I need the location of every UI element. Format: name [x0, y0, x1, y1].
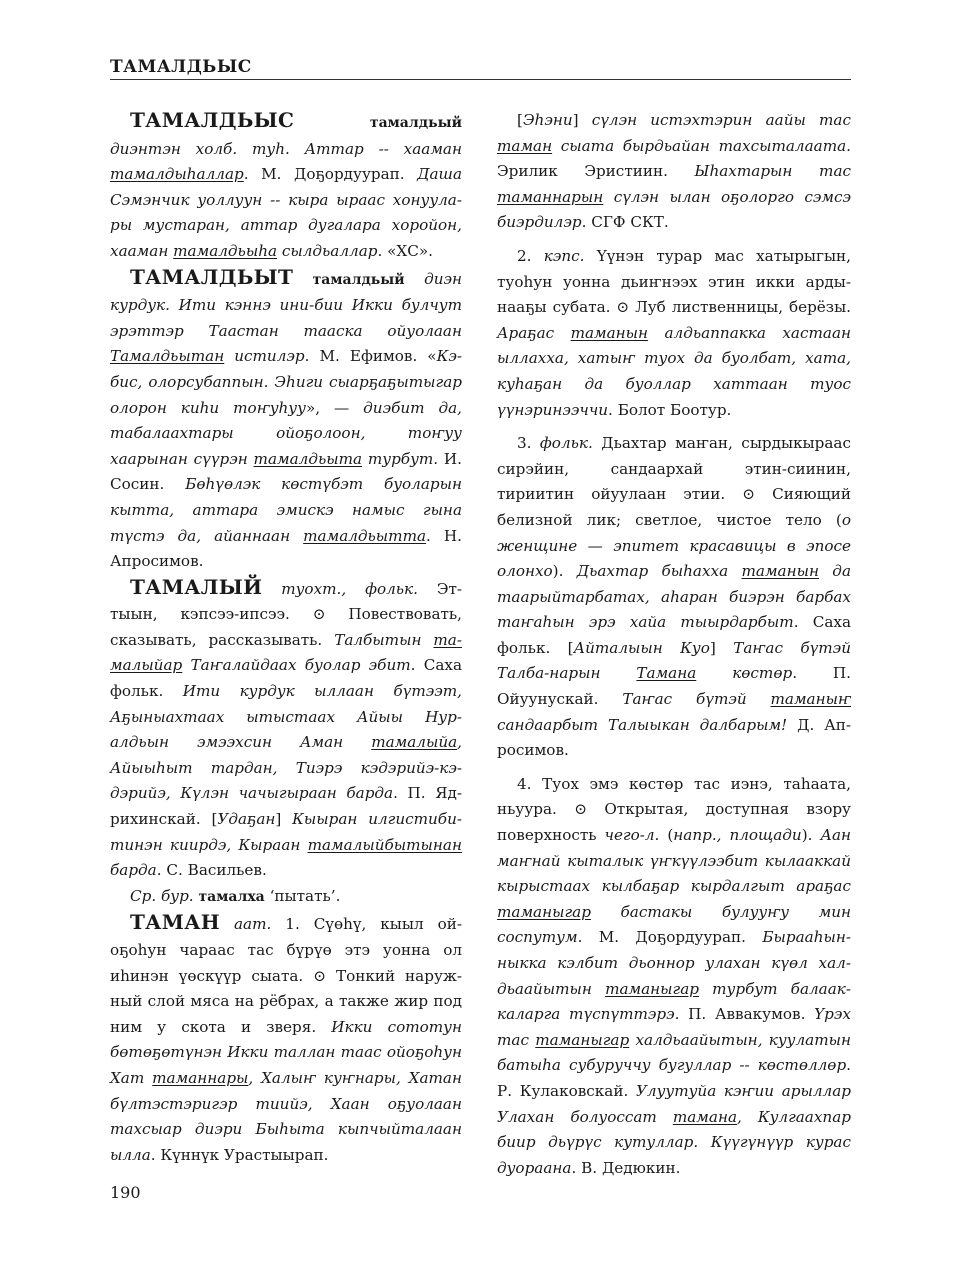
- text-run: , Халыҥ куҥнары, Хатан бүлтэстэригэр тиийэ, Хаан оҕуолаан тахсыар диэри Быһыта кыпчыйталаан ылла: [110, 1068, 462, 1164]
- text-run: . М. Доҕордуурап.: [243, 165, 418, 184]
- text-run: . П. Ойуунускай.: [497, 664, 851, 709]
- text-run: [294, 113, 370, 131]
- text-run: . В. Дедюкин.: [571, 1158, 681, 1177]
- text-run: [293, 270, 312, 288]
- text-run: Араҕас: [497, 323, 571, 342]
- headword-variant: тамалдьый: [312, 271, 405, 288]
- example-keyword: таманыгар: [605, 979, 699, 998]
- example-keyword: тамалыйар: [110, 630, 462, 675]
- text-run: . С. Васильев.: [156, 861, 267, 880]
- text-run: Дьахтар маҥан, сырдыкыраас сирэйин, сандаархай этин-сиинин, тириитин ойуулаан этии. ⊙ Сияющий белизной лик; светлое, чистое тело (: [497, 434, 851, 529]
- text-run: Талбытын: [334, 630, 434, 649]
- example-keyword: тамалдьытта: [303, 526, 427, 545]
- text-run: Кыыран илгистибитинэн киирдэ, Кыраан: [110, 810, 462, 854]
- text-run: , Айыыһыт тардан, Тиэрэ кэдэрийэ-кэдэрийэ, Күлэн чачыгыраан барда: [110, 733, 462, 803]
- headword: ТАМАЛДЬЫТ: [130, 264, 294, 289]
- text-run: Таҥалайдаах буолар эбит: [182, 656, 411, 675]
- text-run: . «ХС».: [377, 241, 433, 260]
- text-run: Таҥас бүтэй Талба-нарын: [497, 638, 851, 683]
- text-run: турбут балааккаларга түспүттэрэ: [497, 979, 851, 1024]
- text-run: . П. Аввакумов.: [674, 1005, 815, 1024]
- dictionary-paragraph: [110, 884, 462, 911]
- example-keyword: тамалдьыта: [253, 449, 363, 468]
- text-run: чего-л.: [604, 826, 660, 845]
- text-run: да таарыйтарбатах, аһаран биэрэн барбах таҥаһын эрэ хайа тыырдарбыт: [497, 562, 851, 632]
- text-run: истилэр: [224, 347, 305, 366]
- text-run: 2.: [517, 246, 544, 265]
- text-run: . П. Ядрихинскай. [: [110, 784, 462, 829]
- text-run: сандаарбыт Талыыкан далбарым!: [497, 715, 788, 734]
- text-run: сыата бырдьайан тахсыталаата: [552, 136, 847, 155]
- headword: ТАМАЛДЬЫС: [130, 108, 295, 132]
- right-column: [497, 108, 851, 1181]
- text-run: алдьаппакка хастаан ыллахха, хатыҥ туох да буолбат, хата, куһаҕан да буоллар хаттаан туос үүнэринээччи: [497, 323, 851, 419]
- text-run: . СГФ СКТ.: [581, 213, 669, 232]
- dictionary-paragraph: [110, 108, 462, 265]
- text-run: Д. Апросимов.: [497, 715, 851, 760]
- text-run: Бөһүөлэк көстүбэт буоларын кытта, аттара эмискэ намыс гына түстэ да, айаннаан: [110, 475, 463, 545]
- text-run: . И. Сосин.: [110, 449, 462, 494]
- text-run: сүлэн истэхтэрин аайы тас: [591, 111, 851, 129]
- text-run: сүлэн ылан оҕолорго сэмсэ биэрдилэр: [497, 187, 851, 232]
- text-run: эпитет красавицы в эпосе олонхо: [497, 536, 851, 581]
- example-keyword: таманнарын: [497, 187, 604, 206]
- text-run: халдьаайытын, куулатын батыһа субуруччу бугуллар -- көстөллөр: [497, 1030, 851, 1075]
- text-run: 4. Туох эмэ көстөр тас иэнэ, таһаата, ньуура. ⊙ Открытая, доступная взору поверхность: [497, 774, 851, 845]
- dictionary-paragraph: [110, 265, 462, 575]
- running-head: ТАМАЛДЬЫС: [110, 57, 252, 77]
- headword: ТАМАН: [130, 910, 220, 935]
- example-keyword: таманыҥ: [770, 690, 851, 709]
- text-run: Удаҕан: [217, 810, 276, 829]
- text-run: Ыһахтарын тас: [694, 162, 852, 181]
- dictionary-paragraph: [497, 108, 851, 236]
- example-keyword: таманыгар: [535, 1030, 630, 1049]
- text-run: напр., площади: [673, 826, 802, 845]
- example-keyword: тамалдыһаллар: [110, 165, 244, 184]
- left-column: [110, 108, 462, 1168]
- text-run: ]: [709, 638, 734, 657]
- text-run: . М. Ефимов. «: [304, 347, 437, 366]
- text-run: ‘пытать’.: [264, 886, 341, 905]
- text-run: Ити курдук ыллаан бүтээт, Аҕыныахтаах ытыстаах Айыы Нуралдьын эмээхсин Аман: [110, 682, 462, 752]
- text-run: барда: [110, 861, 157, 880]
- text-run: аат.: [220, 915, 272, 934]
- text-run: диэн курдук. Ити кэннэ ини-бии Икки булчут эрэттэр Таастан тааска ойуолаан: [110, 269, 463, 340]
- text-run: [: [517, 111, 523, 129]
- text-run: Даша Сэмэнчик уоллуун -- кыра ыраас хонуулары мустаран, аттар дугалара хоройон, хааман: [110, 165, 462, 260]
- text-run: , Кулгаахпар биир дьүрүс кутуллар. Күүгүнүүр курас дуораана: [497, 1107, 851, 1177]
- text-run: Айталыын Куо: [573, 638, 710, 657]
- text-run: . Р. Кулаковскай.: [497, 1056, 851, 1100]
- text-run: диэнтэн холб. туһ. Аттар -- хааман: [110, 139, 462, 158]
- text-run: Кэбис, олорсубаппын. Эһиги сыарҕаҕытыгар олорон киһи тоҥуһуу: [110, 347, 462, 417]
- text-run: . М. Доҕордуурап.: [577, 928, 763, 947]
- example-keyword: таманыгар: [497, 902, 591, 921]
- text-run: 1. Сүөһү, кыыл ойоҕоһун чараас тас бүрүө этэ уонна ол иһинэн үөскүүр сыата. ⊙ Тонкий наружный слой мяса на рёбрах, а также жир под ним у скота и зверя.: [110, 915, 462, 1036]
- example-keyword: Тамалдьытан: [110, 347, 225, 366]
- text-run: . Н. Апросимов.: [110, 526, 462, 571]
- text-run: (: [659, 826, 674, 845]
- dictionary-paragraph: [497, 244, 851, 423]
- header-rule: [110, 79, 851, 80]
- text-run: Бырааһынныкка кэлбит дьоннор улахан күөл халдьаайытын: [497, 928, 851, 998]
- text-run: 3.: [517, 434, 540, 453]
- text-run: Улуутуйа кэҥии арыллар Улахан болуоссат: [497, 1081, 851, 1126]
- dictionary-paragraph: [497, 772, 851, 1182]
- dictionary-paragraph: [497, 431, 851, 764]
- headword: ТАМАЛЫЙ: [130, 574, 263, 599]
- example-keyword: тамалдьыһа: [173, 241, 278, 260]
- text-run: туохт., фольк.: [262, 579, 418, 598]
- example-keyword: таманын: [570, 323, 649, 342]
- text-run: көстөр: [696, 664, 793, 683]
- text-run: Үрэх тас: [497, 1005, 851, 1049]
- text-run: кэпс.: [543, 246, 585, 265]
- example-keyword: Тамана: [636, 664, 697, 683]
- example-keyword: таман: [497, 136, 553, 155]
- example-keyword: таманнары: [152, 1068, 249, 1087]
- example-keyword: тамалыйбытынан: [307, 835, 462, 854]
- text-run: Икки сототун бөтөҕөтүнэн Икки таллан таас ойоҕоһун Хат: [110, 1017, 462, 1087]
- text-run: сылдьаллар: [277, 241, 378, 260]
- text-run: ).: [552, 562, 577, 581]
- text-run: ).: [801, 826, 821, 845]
- example-keyword: таманын: [741, 562, 819, 581]
- text-run: о женщине: [497, 510, 851, 555]
- text-run: . Болот Боотур.: [608, 400, 732, 419]
- text-run: турбут: [362, 449, 434, 468]
- text-run: Эһэни: [522, 111, 573, 129]
- text-run: Таҥас бүтэй: [622, 690, 771, 709]
- text-run: ]: [275, 810, 293, 829]
- text-run: . Эрилик Эристиин.: [497, 136, 851, 181]
- dictionary-paragraph: [110, 910, 462, 1168]
- text-run: », —: [305, 398, 364, 417]
- text-run: диэбит да, табалаахтары ойоҕолоон, тоҥуу хаарынан сүүрэн: [110, 398, 463, 468]
- text-run: фольк.: [539, 434, 593, 453]
- headword-variant: тамалдьый: [369, 115, 462, 131]
- text-run: . Саха фольк. [: [497, 613, 851, 657]
- text-run: тамалха: [198, 888, 265, 905]
- text-run: —: [577, 536, 614, 555]
- text-run: Үүнэн турар мас хатырыгын, туоһун уонна дьиҥнээх этин икки ардынааҕы субата. ⊙ Луб лиственницы, берёзы.: [497, 246, 851, 317]
- dictionary-paragraph: [110, 575, 462, 884]
- text-run: . Күннүк Урастыырап.: [150, 1145, 329, 1164]
- text-run: Ср. бур.: [130, 886, 194, 905]
- example-keyword: тамалыйа: [371, 733, 458, 752]
- text-run: Дьахтар быһахха: [576, 562, 742, 581]
- text-run: Эттыын, кэпсээ-ипсээ. ⊙ Повествовать, сказывать, рассказывать.: [110, 579, 463, 649]
- text-run: ]: [572, 111, 592, 129]
- text-run: . Саха фольк.: [110, 656, 462, 701]
- text-run: бастакы булууҥу мин соспутум: [497, 902, 851, 947]
- page-number: 190: [110, 1183, 141, 1202]
- text-run: Аан маҥнай кыталык үҥкүүлээбит кылааккай кырыстаах кылбаҕар кырдалгыт араҕас: [497, 826, 851, 896]
- example-keyword: тамана: [672, 1107, 738, 1126]
